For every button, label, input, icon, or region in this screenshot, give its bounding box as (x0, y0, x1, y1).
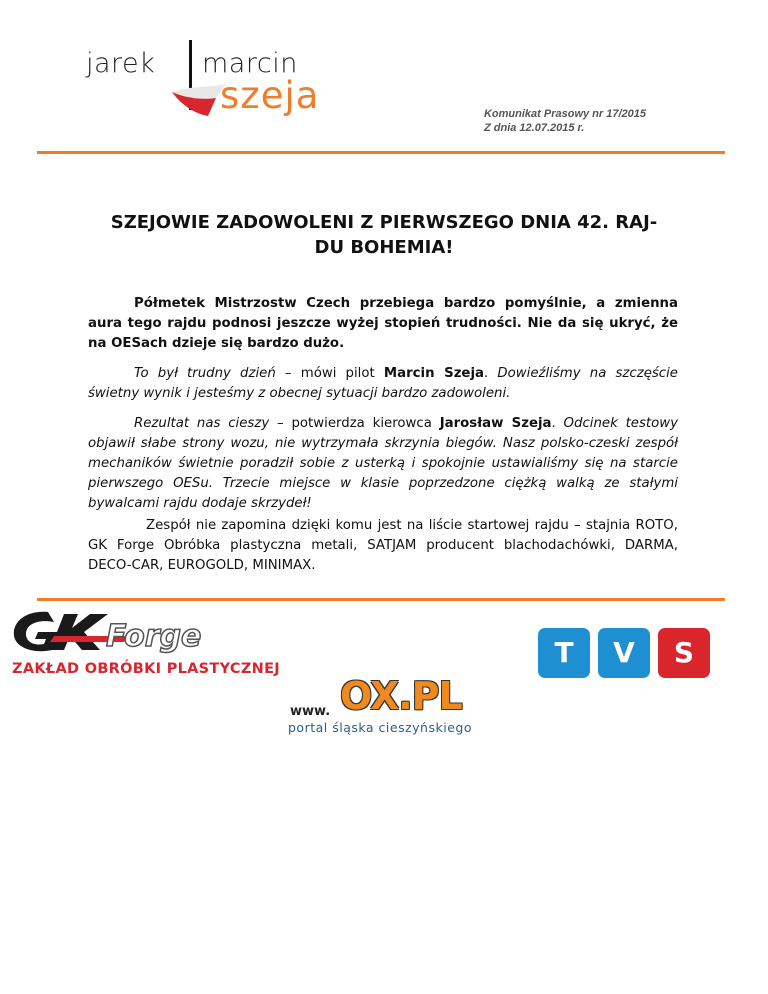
logo-jarek: jarek (86, 48, 156, 79)
header-rule (37, 151, 725, 154)
p1-mid: – mówi pilot (275, 366, 384, 381)
jarek-marcin-szeja-logo (86, 40, 386, 120)
press-release-info (484, 107, 646, 135)
title-line-1: SZEJOWIE ZADOWOLENI Z PIERWSZEGO DNIA 42. RAJ- (110, 212, 658, 233)
p1-name: Marcin Szeja (383, 366, 484, 381)
logo-marcin: marcin (202, 48, 298, 79)
p1-dot: . (483, 366, 498, 381)
article-title (70, 210, 698, 260)
paragraph-2 (88, 414, 678, 514)
ox-subtitle: portal śląska cieszyńskiego (288, 720, 472, 735)
lead-paragraph (88, 294, 678, 354)
p2-quote-1: Rezultat nas cieszy (134, 416, 270, 431)
logo-szeja: szeja (220, 74, 320, 117)
paragraph-3 (88, 516, 678, 576)
footer-rule (37, 598, 725, 601)
gk-forge-word: Forge (106, 619, 202, 654)
gk-forge-subtitle: ZAKŁAD OBRÓBKI PLASTYCZNEJ (12, 661, 280, 677)
p2-mid: – potwierdza kierowca (269, 416, 440, 431)
tvs-tile-t: T (538, 628, 590, 678)
ox-www: www. (290, 704, 331, 719)
tvs-tile-s: S (658, 628, 710, 678)
p1-quote-2: Dowieźliśmy na szczęście świetny wynik i jesteśmy z obecnej sytuacji bardzo zadowoleni. (88, 366, 678, 401)
title-line-2: DU BOHEMIA! (314, 237, 454, 258)
p2-name: Jarosław Szeja (439, 416, 552, 431)
p1-quote-1: To był trudny dzień (134, 366, 276, 381)
press-release-date: Z dnia 12.07.2015 r. (483, 122, 585, 134)
lead-text: Półmetek Mistrzostw Czech przebiega bardzo pomyślnie, a zmienna aura tego rajdu podnosi jeszcze wyżej stopień trudności. Nie da się ukryć, że na OESach dzieje się bardzo dużo. (88, 296, 678, 351)
ox-pl-logo (286, 676, 508, 740)
gk-forge-logo (8, 606, 288, 678)
gk-forge-emblem (8, 606, 288, 661)
p2-quote-2: Odcinek testowy objawił słabe strony wozu, nie wytrzymała skrzynia biegów. Nasz polsko-czeski zespół mechaników świetnie poradził sobie z usterką i spokojnie ustawialiśmy się na starcie pierwszego OESu. Trzecie miejsce w klasie poprzedzone ciężką walką ze stałymi bywalcami rajdu dodaje skrzydeł! (88, 416, 678, 511)
tvs-tile-v: V (598, 628, 650, 678)
press-release-number: Komunikat Prasowy nr 17/2015 (483, 108, 646, 120)
ox-name: OX.PL (340, 674, 462, 718)
p2-dot: . (551, 416, 564, 431)
p3-text: Zespół nie zapomina dzięki komu jest na liście startowej rajdu – stajnia ROTO, GK Forge Obróbka plastyczna metali, SATJAM producent blachodachówki, DARMA, DECO-CAR, EUROGOLD, MINIMAX. (88, 518, 678, 573)
tvs-logo (538, 628, 712, 678)
paragraph-1 (88, 364, 678, 404)
